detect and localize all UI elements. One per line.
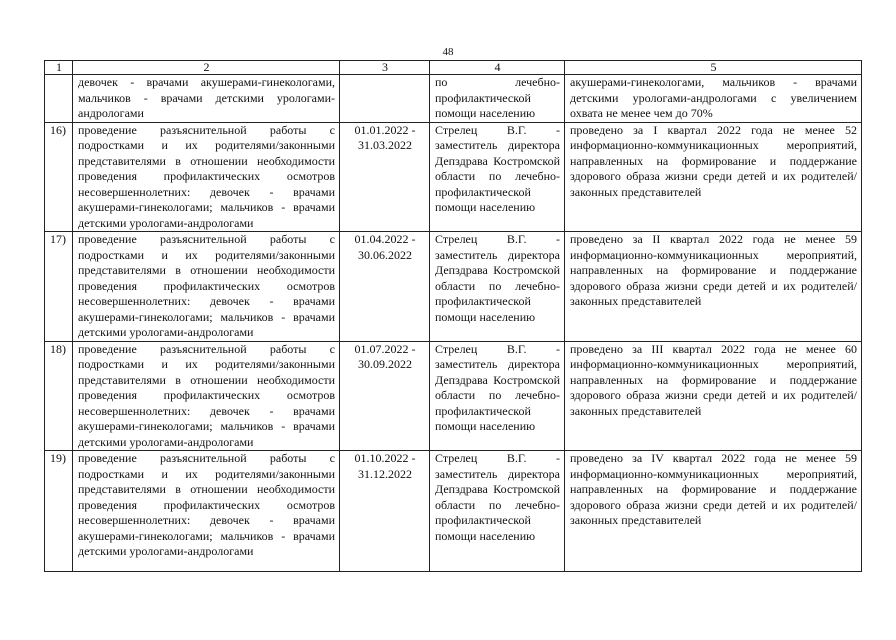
- table-row: [45, 451, 862, 572]
- result-cell: проведено за III квартал 2022 года не менее 60 информационно-коммуникационных мероприятий, направленных на формирование и поддержание здорового образа жизни среди детей и их родителей/законных представителей: [565, 341, 862, 451]
- row-number: 16): [45, 122, 73, 232]
- row-number: 17): [45, 232, 73, 342]
- row-number: [45, 75, 73, 123]
- activity-cell: проведение разъяснительной работы с подростками и их родителями/законными представителями в отношении необходимости проведения профилактических осмотров несовершеннолетних: девочек - врачами акушерами-гинекологами; мальчиков - врачами детскими урологами-андрологами: [73, 341, 340, 451]
- activity-cell: проведение разъяснительной работы с подростками и их родителями/законными представителями в отношении необходимости проведения профилактических осмотров несовершеннолетних: девочек - врачами акушерами-гинекологами; мальчиков - врачами детскими урологами-андрологами: [73, 451, 340, 572]
- responsible-cell: Стрелец В.Г. - заместитель директора Депздрава Костромской области по лечебно-профилактической помощи населению: [430, 122, 565, 232]
- row-number: 18): [45, 341, 73, 451]
- result-cell: акушерами-гинекологами, мальчиков - врачами детскими урологами-андрологами с увеличением охвата не менее чем до 70%: [565, 75, 862, 123]
- period-cell: 01.01.2022 - 31.03.2022: [340, 122, 430, 232]
- result-cell: проведено за II квартал 2022 года не менее 59 информационно-коммуникационных мероприятий, направленных на формирование и поддержание здорового образа жизни среди детей и их родителей/законных представителей: [565, 232, 862, 342]
- responsible-cell: Стрелец В.Г. - заместитель директора Депздрава Костромской области по лечебно-профилактической помощи населению: [430, 451, 565, 572]
- result-cell: проведено за I квартал 2022 года не менее 52 информационно-коммуникационных мероприятий, направленных на формирование и поддержание здорового образа жизни среди детей и их родителей/законных представителей: [565, 122, 862, 232]
- period-cell: [340, 75, 430, 123]
- activity-cell: проведение разъяснительной работы с подростками и их родителями/законными представителями в отношении необходимости проведения профилактических осмотров несовершеннолетних: девочек - врачами акушерами-гинекологами; мальчиков - врачами детскими урологами-андрологами: [73, 122, 340, 232]
- activity-cell: проведение разъяснительной работы с подростками и их родителями/законными представителями в отношении необходимости проведения профилактических осмотров несовершеннолетних: девочек - врачами акушерами-гинекологами; мальчиков - врачами детскими урологами-андрологами: [73, 232, 340, 342]
- header-col-1: 1: [45, 61, 73, 75]
- table-row: [45, 122, 862, 232]
- table-row: [45, 341, 862, 451]
- header-col-2: 2: [73, 61, 340, 75]
- period-cell: 01.04.2022 - 30.06.2022: [340, 232, 430, 342]
- header-row: [45, 61, 862, 75]
- page-number: 48: [442, 46, 454, 58]
- period-cell: 01.07.2022 - 30.09.2022: [340, 341, 430, 451]
- measures-table: [44, 60, 862, 572]
- responsible-cell: Стрелец В.Г. - заместитель директора Депздрава Костромской области по лечебно-профилактической помощи населению: [430, 232, 565, 342]
- header-col-4: 4: [430, 61, 565, 75]
- continuation-row: [45, 75, 862, 123]
- result-cell: проведено за IV квартал 2022 года не менее 59 информационно-коммуникационных мероприятий, направленных на формирование и поддержание здорового образа жизни среди детей и их родителей/законных представителей: [565, 451, 862, 572]
- activity-cell: девочек - врачами акушерами-гинекологами, мальчиков - врачами детскими урологами-андрологами: [73, 75, 340, 123]
- period-cell: 01.10.2022 - 31.12.2022: [340, 451, 430, 572]
- table-row: [45, 232, 862, 342]
- header-col-5: 5: [565, 61, 862, 75]
- responsible-cell: по лечебно-профилактической помощи населению: [430, 75, 565, 123]
- responsible-cell: Стрелец В.Г. - заместитель директора Депздрава Костромской области по лечебно-профилактической помощи населению: [430, 341, 565, 451]
- header-col-3: 3: [340, 61, 430, 75]
- row-number: 19): [45, 451, 73, 572]
